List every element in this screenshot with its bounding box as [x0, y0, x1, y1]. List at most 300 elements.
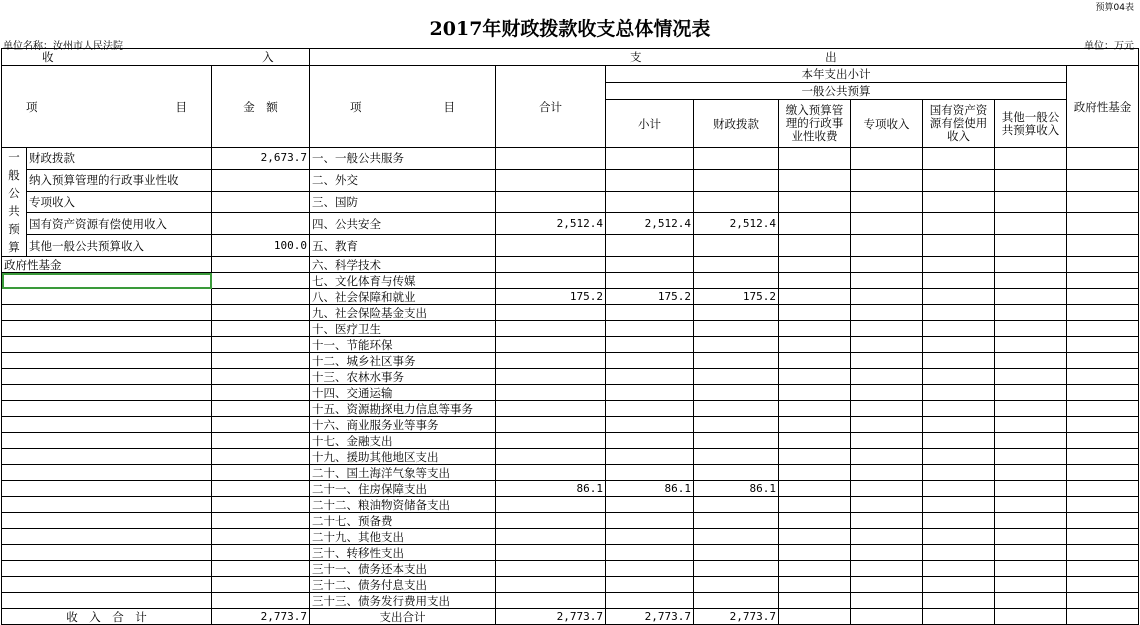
expense-subtotal[interactable]: [606, 321, 694, 337]
expense-empty-cell[interactable]: [1067, 545, 1139, 561]
expense-empty-cell[interactable]: [1067, 235, 1139, 257]
expense-item-name[interactable]: 二十一、住房保障支出: [310, 481, 496, 497]
expense-empty-cell[interactable]: [851, 385, 923, 401]
income-item-amount[interactable]: [212, 529, 310, 545]
expense-item-name[interactable]: 二十二、粮油物资储备支出: [310, 497, 496, 513]
expense-empty-cell[interactable]: [995, 169, 1067, 191]
income-item-name[interactable]: 财政拨款: [27, 148, 212, 170]
expense-subtotal[interactable]: [606, 545, 694, 561]
income-item-amount[interactable]: [212, 385, 310, 401]
expense-fiscal[interactable]: 2,512.4: [694, 213, 779, 235]
expense-total[interactable]: [496, 369, 606, 385]
expense-fiscal[interactable]: [694, 148, 779, 170]
expense-empty-cell[interactable]: [779, 289, 851, 305]
expense-total[interactable]: [496, 169, 606, 191]
expense-fiscal[interactable]: [694, 235, 779, 257]
income-item-amount[interactable]: [212, 289, 310, 305]
income-empty-cell[interactable]: [2, 433, 212, 449]
expense-empty-cell[interactable]: [995, 481, 1067, 497]
expense-empty-cell[interactable]: [923, 417, 995, 433]
expense-empty-cell[interactable]: [923, 353, 995, 369]
expense-empty-cell[interactable]: [779, 321, 851, 337]
expense-fiscal[interactable]: [694, 305, 779, 321]
income-item-name[interactable]: 纳入预算管理的行政事业性收: [27, 169, 212, 191]
expense-fiscal[interactable]: [694, 401, 779, 417]
income-empty-cell[interactable]: [2, 321, 212, 337]
income-item-amount[interactable]: [212, 465, 310, 481]
income-item-amount[interactable]: [212, 353, 310, 369]
income-total[interactable]: 2,773.7: [212, 609, 310, 625]
expense-item-name[interactable]: 五、教育: [310, 235, 496, 257]
expense-empty-cell[interactable]: [995, 433, 1067, 449]
expense-fiscal[interactable]: [694, 321, 779, 337]
expense-empty-cell[interactable]: [779, 417, 851, 433]
income-empty-cell[interactable]: [2, 305, 212, 321]
expense-empty-cell[interactable]: [923, 561, 995, 577]
income-empty-cell[interactable]: [2, 449, 212, 465]
expense-empty-cell[interactable]: [1067, 305, 1139, 321]
expense-fiscal[interactable]: [694, 257, 779, 273]
expense-item-name[interactable]: 一、一般公共服务: [310, 148, 496, 170]
income-item-amount[interactable]: [212, 401, 310, 417]
expense-empty-cell[interactable]: [995, 497, 1067, 513]
expense-empty-cell[interactable]: [1067, 169, 1139, 191]
expense-fiscal[interactable]: [694, 529, 779, 545]
expense-empty-cell[interactable]: [995, 148, 1067, 170]
income-item-amount[interactable]: [212, 497, 310, 513]
expense-item-name[interactable]: 十二、城乡社区事务: [310, 353, 496, 369]
expense-item-name[interactable]: 十、医疗卫生: [310, 321, 496, 337]
income-item-amount[interactable]: [212, 593, 310, 609]
income-item-name[interactable]: 其他一般公共预算收入: [27, 235, 212, 257]
expense-empty-cell[interactable]: [923, 321, 995, 337]
expense-empty-cell[interactable]: [779, 481, 851, 497]
expense-fiscal[interactable]: [694, 545, 779, 561]
expense-empty-cell[interactable]: [995, 235, 1067, 257]
expense-subtotal[interactable]: [606, 353, 694, 369]
expense-total[interactable]: [496, 561, 606, 577]
expense-total[interactable]: [496, 235, 606, 257]
expense-empty-cell[interactable]: [923, 433, 995, 449]
expense-empty-cell[interactable]: [923, 213, 995, 235]
expense-fiscal[interactable]: 175.2: [694, 289, 779, 305]
expense-total[interactable]: [496, 305, 606, 321]
income-item-name[interactable]: 专项收入: [27, 191, 212, 213]
expense-empty-cell[interactable]: [923, 169, 995, 191]
expense-empty-cell[interactable]: [779, 235, 851, 257]
expense-empty-cell[interactable]: [995, 369, 1067, 385]
expense-empty-cell[interactable]: [779, 369, 851, 385]
expense-empty-cell[interactable]: [1067, 257, 1139, 273]
expense-subtotal[interactable]: [606, 235, 694, 257]
expense-item-name[interactable]: 六、科学技术: [310, 257, 496, 273]
expense-empty-cell[interactable]: [923, 513, 995, 529]
expense-subtotal[interactable]: [606, 148, 694, 170]
expense-empty-cell[interactable]: [779, 433, 851, 449]
expense-total[interactable]: [496, 433, 606, 449]
income-empty-cell[interactable]: [2, 353, 212, 369]
expense-fiscal[interactable]: [694, 497, 779, 513]
expense-empty-cell[interactable]: [995, 385, 1067, 401]
expense-empty-cell[interactable]: [923, 465, 995, 481]
expense-total[interactable]: [496, 148, 606, 170]
income-item-amount[interactable]: [212, 273, 310, 289]
expense-empty-cell[interactable]: [1067, 337, 1139, 353]
income-empty-cell[interactable]: [2, 577, 212, 593]
income-item-amount[interactable]: [212, 337, 310, 353]
income-empty-cell[interactable]: [2, 481, 212, 497]
expense-empty-cell[interactable]: [923, 385, 995, 401]
expense-empty-cell[interactable]: [779, 305, 851, 321]
expense-item-name[interactable]: 九、社会保险基金支出: [310, 305, 496, 321]
expense-empty-cell[interactable]: [923, 191, 995, 213]
expense-total[interactable]: [496, 465, 606, 481]
expense-empty-cell[interactable]: [923, 235, 995, 257]
expense-subtotal[interactable]: [606, 465, 694, 481]
expense-empty-cell[interactable]: [779, 353, 851, 369]
expense-empty-cell[interactable]: [995, 191, 1067, 213]
expense-empty-cell[interactable]: [779, 169, 851, 191]
expense-subtotal[interactable]: 86.1: [606, 481, 694, 497]
expense-empty-cell[interactable]: [1067, 529, 1139, 545]
income-empty-cell[interactable]: [2, 385, 212, 401]
income-empty-cell[interactable]: [2, 497, 212, 513]
expense-subtotal[interactable]: [606, 401, 694, 417]
expense-empty-cell[interactable]: [851, 191, 923, 213]
expense-empty-cell[interactable]: [923, 289, 995, 305]
expense-subtotal[interactable]: [606, 513, 694, 529]
expense-empty-cell[interactable]: [851, 497, 923, 513]
expense-empty-cell[interactable]: [851, 369, 923, 385]
expense-empty-cell[interactable]: [851, 401, 923, 417]
income-item-amount[interactable]: 100.0: [212, 235, 310, 257]
expense-fiscal[interactable]: [694, 273, 779, 289]
expense-empty-cell[interactable]: [995, 273, 1067, 289]
expense-subtotal[interactable]: [606, 561, 694, 577]
expense-total[interactable]: [496, 497, 606, 513]
expense-empty-cell[interactable]: [923, 497, 995, 513]
expense-subtotal[interactable]: [606, 191, 694, 213]
expense-subtotal[interactable]: [606, 257, 694, 273]
expense-empty-cell[interactable]: [1067, 561, 1139, 577]
expense-fiscal[interactable]: [694, 169, 779, 191]
expense-empty-cell[interactable]: [851, 289, 923, 305]
expense-fiscal[interactable]: [694, 561, 779, 577]
expense-subtotal[interactable]: [606, 529, 694, 545]
expense-item-name[interactable]: 十九、援助其他地区支出: [310, 449, 496, 465]
expense-fiscal[interactable]: [694, 417, 779, 433]
expense-subtotal[interactable]: [606, 385, 694, 401]
expense-empty-cell[interactable]: [779, 529, 851, 545]
expense-empty-cell[interactable]: [851, 235, 923, 257]
expense-item-name[interactable]: 四、公共安全: [310, 213, 496, 235]
expense-fiscal[interactable]: [694, 449, 779, 465]
expense-empty-cell[interactable]: [923, 593, 995, 609]
expense-item-name[interactable]: 十四、交通运输: [310, 385, 496, 401]
expense-empty-cell[interactable]: [1067, 577, 1139, 593]
expense-total[interactable]: [496, 545, 606, 561]
expense-fiscal[interactable]: [694, 577, 779, 593]
expense-item-name[interactable]: 十七、金融支出: [310, 433, 496, 449]
expense-empty-cell[interactable]: [923, 148, 995, 170]
income-item-amount[interactable]: 2,673.7: [212, 148, 310, 170]
expense-empty-cell[interactable]: [923, 609, 995, 625]
expense-empty-cell[interactable]: [1067, 191, 1139, 213]
expense-empty-cell[interactable]: [851, 148, 923, 170]
income-empty-cell[interactable]: [2, 545, 212, 561]
expense-item-name[interactable]: 三十、转移性支出: [310, 545, 496, 561]
expense-subtotal[interactable]: [606, 433, 694, 449]
expense-total[interactable]: [496, 321, 606, 337]
expense-empty-cell[interactable]: [995, 257, 1067, 273]
expense-empty-cell[interactable]: [1067, 289, 1139, 305]
expense-total[interactable]: [496, 449, 606, 465]
gov-fund-row-label[interactable]: 政府性基金: [2, 257, 212, 273]
expense-total[interactable]: [496, 273, 606, 289]
expense-empty-cell[interactable]: [779, 401, 851, 417]
income-empty-cell[interactable]: [2, 289, 212, 305]
income-item-amount[interactable]: [212, 577, 310, 593]
expense-empty-cell[interactable]: [995, 545, 1067, 561]
expense-subtotal[interactable]: 175.2: [606, 289, 694, 305]
expense-empty-cell[interactable]: [1067, 465, 1139, 481]
expense-empty-cell[interactable]: [1067, 433, 1139, 449]
income-empty-cell[interactable]: [2, 465, 212, 481]
expense-empty-cell[interactable]: [851, 577, 923, 593]
expense-empty-cell[interactable]: [1067, 273, 1139, 289]
expense-empty-cell[interactable]: [779, 148, 851, 170]
expense-empty-cell[interactable]: [851, 337, 923, 353]
expense-empty-cell[interactable]: [1067, 213, 1139, 235]
expense-empty-cell[interactable]: [923, 273, 995, 289]
income-item-amount[interactable]: [212, 369, 310, 385]
expense-empty-cell[interactable]: [923, 529, 995, 545]
expense-item-name[interactable]: 二、外交: [310, 169, 496, 191]
expense-empty-cell[interactable]: [779, 497, 851, 513]
expense-empty-cell[interactable]: [1067, 481, 1139, 497]
expense-empty-cell[interactable]: [923, 449, 995, 465]
expense-empty-cell[interactable]: [1067, 513, 1139, 529]
expense-subtotal[interactable]: [606, 577, 694, 593]
expense-subtotal[interactable]: 2,512.4: [606, 213, 694, 235]
expense-empty-cell[interactable]: [851, 513, 923, 529]
expense-empty-cell[interactable]: [779, 577, 851, 593]
income-empty-cell[interactable]: [2, 561, 212, 577]
expense-empty-cell[interactable]: [851, 321, 923, 337]
expense-fiscal[interactable]: [694, 385, 779, 401]
expense-empty-cell[interactable]: [923, 337, 995, 353]
expense-empty-cell[interactable]: [851, 305, 923, 321]
expense-empty-cell[interactable]: [779, 213, 851, 235]
expense-empty-cell[interactable]: [923, 577, 995, 593]
income-empty-cell[interactable]: [2, 401, 212, 417]
expense-item-name[interactable]: 八、社会保障和就业: [310, 289, 496, 305]
expense-empty-cell[interactable]: [851, 169, 923, 191]
expense-subtotal[interactable]: [606, 337, 694, 353]
income-item-amount[interactable]: [212, 545, 310, 561]
expense-empty-cell[interactable]: [923, 305, 995, 321]
expense-empty-cell[interactable]: [923, 545, 995, 561]
expense-subtotal[interactable]: [606, 449, 694, 465]
expense-empty-cell[interactable]: [923, 481, 995, 497]
expense-total[interactable]: [496, 353, 606, 369]
income-item-amount[interactable]: [212, 513, 310, 529]
income-item-amount[interactable]: [212, 305, 310, 321]
income-item-name[interactable]: 国有资产资源有偿使用收入: [27, 213, 212, 235]
expense-fiscal[interactable]: [694, 191, 779, 213]
expense-empty-cell[interactable]: [851, 545, 923, 561]
expense-empty-cell[interactable]: [851, 465, 923, 481]
expense-item-name[interactable]: 三十一、债务还本支出: [310, 561, 496, 577]
expense-fiscal[interactable]: [694, 593, 779, 609]
expense-empty-cell[interactable]: [851, 433, 923, 449]
expense-empty-cell[interactable]: [995, 561, 1067, 577]
expense-item-name[interactable]: 十六、商业服务业等事务: [310, 417, 496, 433]
expense-item-name[interactable]: 三、国防: [310, 191, 496, 213]
expense-subtotal[interactable]: [606, 593, 694, 609]
expense-empty-cell[interactable]: [995, 593, 1067, 609]
expense-empty-cell[interactable]: [851, 417, 923, 433]
expense-empty-cell[interactable]: [995, 577, 1067, 593]
expense-empty-cell[interactable]: [779, 561, 851, 577]
expense-item-name[interactable]: 十三、农林水事务: [310, 369, 496, 385]
expense-total[interactable]: 86.1: [496, 481, 606, 497]
expense-total[interactable]: [496, 417, 606, 433]
expense-total[interactable]: [496, 577, 606, 593]
expense-item-name[interactable]: 七、文化体育与传媒: [310, 273, 496, 289]
expense-total[interactable]: 2,512.4: [496, 213, 606, 235]
expense-item-name[interactable]: 三十二、债务付息支出: [310, 577, 496, 593]
expense-total[interactable]: [496, 529, 606, 545]
expense-item-name[interactable]: 二十、国土海洋气象等支出: [310, 465, 496, 481]
expense-empty-cell[interactable]: [1067, 321, 1139, 337]
expense-fiscal[interactable]: [694, 369, 779, 385]
income-empty-cell[interactable]: [2, 593, 212, 609]
expense-empty-cell[interactable]: [851, 609, 923, 625]
expense-total[interactable]: [496, 513, 606, 529]
expense-empty-cell[interactable]: [779, 465, 851, 481]
expense-fiscal[interactable]: [694, 353, 779, 369]
expense-empty-cell[interactable]: [995, 321, 1067, 337]
expense-empty-cell[interactable]: [851, 353, 923, 369]
expense-fiscal[interactable]: [694, 337, 779, 353]
expense-item-name[interactable]: 十一、节能环保: [310, 337, 496, 353]
expense-empty-cell[interactable]: [779, 449, 851, 465]
expense-empty-cell[interactable]: [923, 257, 995, 273]
expense-empty-cell[interactable]: [851, 273, 923, 289]
income-empty-cell[interactable]: [2, 529, 212, 545]
expense-empty-cell[interactable]: [1067, 417, 1139, 433]
income-item-amount[interactable]: [212, 191, 310, 213]
expense-total[interactable]: [496, 257, 606, 273]
expense-item-name[interactable]: 二十九、其他支出: [310, 529, 496, 545]
expense-empty-cell[interactable]: [923, 401, 995, 417]
expense-empty-cell[interactable]: [995, 417, 1067, 433]
expense-empty-cell[interactable]: [851, 529, 923, 545]
expense-empty-cell[interactable]: [851, 481, 923, 497]
expense-total[interactable]: [496, 385, 606, 401]
expense-empty-cell[interactable]: [995, 401, 1067, 417]
expense-subtotal[interactable]: [606, 169, 694, 191]
expense-empty-cell[interactable]: [1067, 593, 1139, 609]
expense-total[interactable]: 175.2: [496, 289, 606, 305]
expense-subtotal[interactable]: [606, 369, 694, 385]
expense-empty-cell[interactable]: [995, 213, 1067, 235]
expense-subtotal[interactable]: [606, 305, 694, 321]
expense-total[interactable]: [496, 401, 606, 417]
expense-empty-cell[interactable]: [995, 305, 1067, 321]
expense-empty-cell[interactable]: [1067, 148, 1139, 170]
expense-empty-cell[interactable]: [1067, 609, 1139, 625]
income-empty-cell[interactable]: [2, 369, 212, 385]
grand-subtotal[interactable]: 2,773.7: [606, 609, 694, 625]
expense-empty-cell[interactable]: [995, 337, 1067, 353]
expense-empty-cell[interactable]: [1067, 353, 1139, 369]
income-item-amount[interactable]: [212, 561, 310, 577]
expense-empty-cell[interactable]: [1067, 385, 1139, 401]
expense-subtotal[interactable]: [606, 273, 694, 289]
expense-total[interactable]: [496, 191, 606, 213]
income-empty-cell[interactable]: [2, 513, 212, 529]
expense-empty-cell[interactable]: [779, 545, 851, 561]
expense-empty-cell[interactable]: [779, 191, 851, 213]
expense-subtotal[interactable]: [606, 497, 694, 513]
expense-empty-cell[interactable]: [995, 513, 1067, 529]
income-item-amount[interactable]: [212, 449, 310, 465]
expense-empty-cell[interactable]: [1067, 369, 1139, 385]
expense-item-name[interactable]: 三十三、债务发行费用支出: [310, 593, 496, 609]
expense-empty-cell[interactable]: [923, 369, 995, 385]
expense-empty-cell[interactable]: [779, 385, 851, 401]
expense-empty-cell[interactable]: [779, 593, 851, 609]
income-empty-cell[interactable]: [2, 273, 212, 289]
income-item-amount[interactable]: [212, 321, 310, 337]
income-item-amount[interactable]: [212, 417, 310, 433]
income-item-amount[interactable]: [212, 257, 310, 273]
expense-empty-cell[interactable]: [851, 213, 923, 235]
expense-total[interactable]: [496, 593, 606, 609]
income-empty-cell[interactable]: [2, 417, 212, 433]
grand-total[interactable]: 2,773.7: [496, 609, 606, 625]
income-item-amount[interactable]: [212, 213, 310, 235]
expense-item-name[interactable]: 二十七、预备费: [310, 513, 496, 529]
expense-empty-cell[interactable]: [779, 337, 851, 353]
expense-empty-cell[interactable]: [779, 257, 851, 273]
expense-empty-cell[interactable]: [851, 449, 923, 465]
expense-empty-cell[interactable]: [1067, 401, 1139, 417]
expense-total[interactable]: [496, 337, 606, 353]
expense-fiscal[interactable]: [694, 465, 779, 481]
expense-empty-cell[interactable]: [1067, 497, 1139, 513]
expense-fiscal[interactable]: [694, 513, 779, 529]
income-item-amount[interactable]: [212, 481, 310, 497]
expense-empty-cell[interactable]: [1067, 449, 1139, 465]
expense-empty-cell[interactable]: [995, 289, 1067, 305]
expense-fiscal[interactable]: [694, 433, 779, 449]
expense-empty-cell[interactable]: [995, 609, 1067, 625]
expense-empty-cell[interactable]: [995, 465, 1067, 481]
expense-empty-cell[interactable]: [779, 513, 851, 529]
expense-fiscal[interactable]: 86.1: [694, 481, 779, 497]
expense-empty-cell[interactable]: [851, 593, 923, 609]
expense-subtotal[interactable]: [606, 417, 694, 433]
expense-empty-cell[interactable]: [779, 609, 851, 625]
expense-empty-cell[interactable]: [851, 561, 923, 577]
expense-empty-cell[interactable]: [995, 449, 1067, 465]
expense-empty-cell[interactable]: [995, 529, 1067, 545]
expense-empty-cell[interactable]: [995, 353, 1067, 369]
expense-item-name[interactable]: 十五、资源勘探电力信息等事务: [310, 401, 496, 417]
